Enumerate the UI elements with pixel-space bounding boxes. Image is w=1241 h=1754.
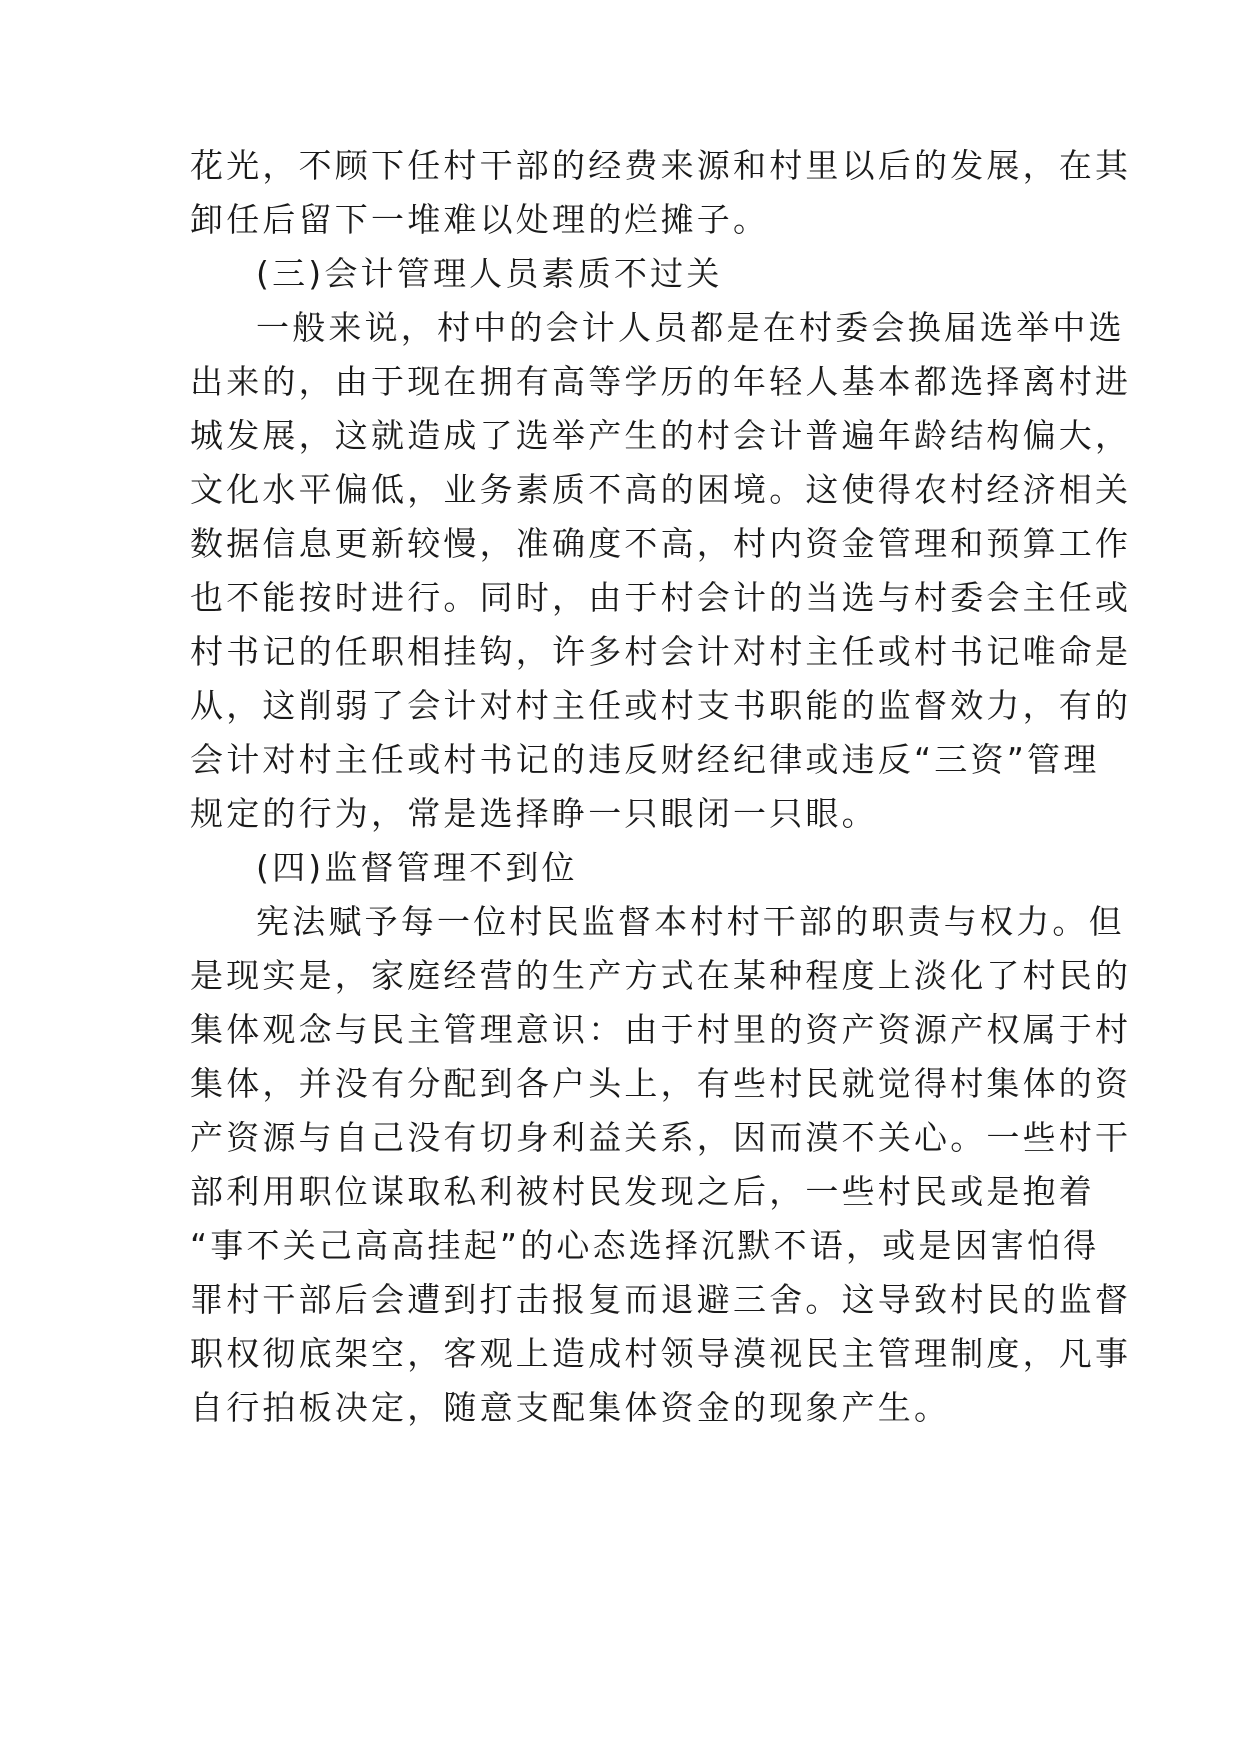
paragraph-line: 一般来说，村中的会计人员都是在村委会换届选举中选 (256, 308, 1125, 347)
paragraph-line: “事不关己高高挂起”的心态选择沉默不语，或是因害怕得 (190, 1226, 1100, 1265)
paragraph-line: 规定的行为，常是选择睁一只眼闭一只眼。 (190, 794, 878, 833)
paragraph-line: 卸任后留下一堆难以处理的烂摊子。 (190, 200, 770, 239)
paragraph-line: 集体，并没有分配到各户头上，有些村民就觉得村集体的资 (190, 1064, 1132, 1103)
paragraph-line: 罪村干部后会遭到打击报复而退避三舍。这导致村民的监督 (190, 1280, 1132, 1319)
paragraph-line: 文化水平偏低，业务素质不高的困境。这使得农村经济相关 (190, 470, 1132, 509)
paragraph-line: 数据信息更新较慢，准确度不高，村内资金管理和预算工作 (190, 524, 1132, 563)
paragraph-line: 出来的，由于现在拥有高等学历的年轻人基本都选择离村进 (190, 362, 1132, 401)
section-heading-4: (四)监督管理不到位 (256, 848, 578, 887)
paragraph-line: 也不能按时进行。同时，由于村会计的当选与村委会主任或 (190, 578, 1132, 617)
paragraph-line: 宪法赋予每一位村民监督本村村干部的职责与权力。但 (256, 902, 1125, 941)
paragraph-line: 部利用职位谋取私利被村民发现之后，一些村民或是抱着 (190, 1172, 1095, 1211)
paragraph-line: 会计对村主任或村书记的违反财经纪律或违反“三资”管理 (190, 740, 1100, 779)
paragraph-line: 集体观念与民主管理意识：由于村里的资产资源产权属于村 (190, 1010, 1132, 1049)
paragraph-line: 产资源与自己没有切身利益关系，因而漠不关心。一些村干 (190, 1118, 1132, 1157)
paragraph-line: 村书记的任职相挂钩，许多村会计对村主任或村书记唯命是 (190, 632, 1132, 671)
paragraph-line: 城发展，这就造成了选举产生的村会计普遍年龄结构偏大， (190, 416, 1132, 455)
section-heading-3: (三)会计管理人员素质不过关 (256, 254, 723, 293)
paragraph-line: 是现实是，家庭经营的生产方式在某种程度上淡化了村民的 (190, 956, 1132, 995)
paragraph-line: 职权彻底架空，客观上造成村领导漠视民主管理制度，凡事 (190, 1334, 1132, 1373)
paragraph-line: 自行拍板决定，随意支配集体资金的现象产生。 (190, 1388, 951, 1427)
paragraph-line: 从，这削弱了会计对村主任或村支书职能的监督效力，有的 (190, 686, 1132, 725)
paragraph-line: 花光，不顾下任村干部的经费来源和村里以后的发展，在其 (190, 146, 1132, 185)
